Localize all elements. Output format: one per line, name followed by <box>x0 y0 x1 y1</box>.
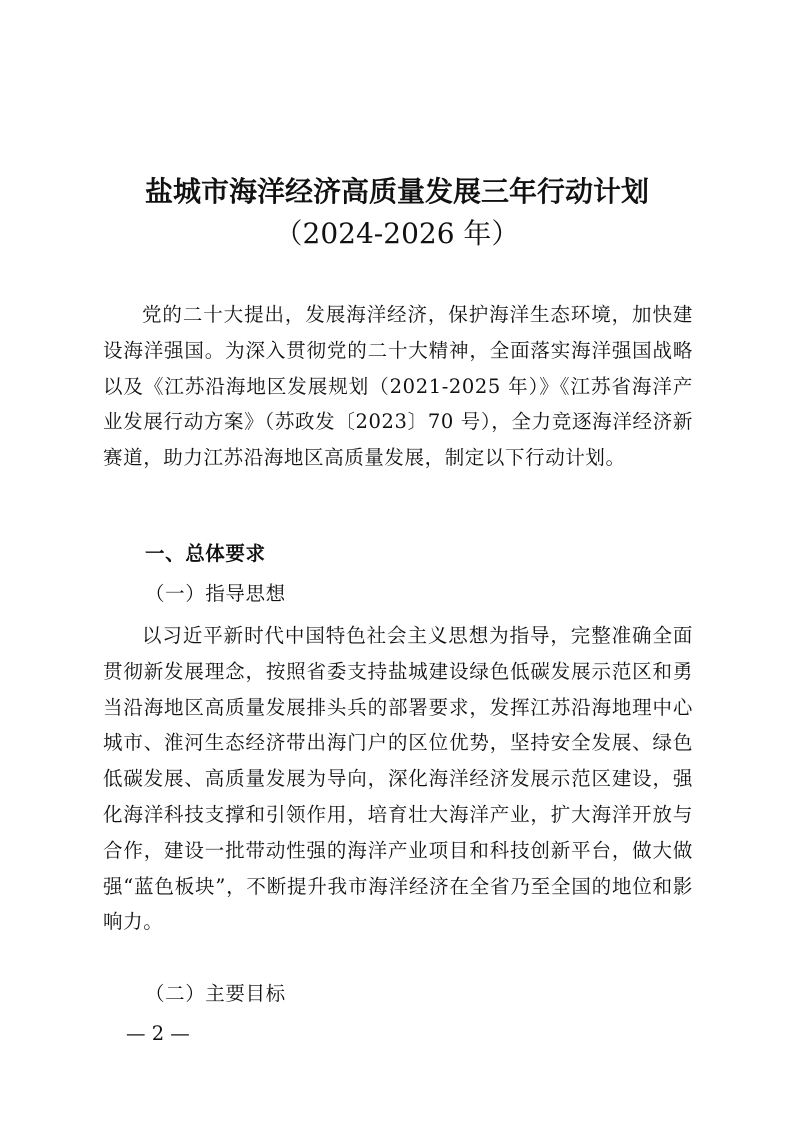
subsection-heading-guiding-ideology: （一）指导思想 <box>145 582 286 605</box>
page-number: — 2 — <box>126 1022 190 1045</box>
intro-paragraph: 党的二十大提出，发展海洋经济，保护海洋生态环境，加快建设海洋强国。为深入贯彻党的二十大精神，全面落实海洋强国战略以及《江苏沿海地区发展规划（2021-2025 年）》《江苏省海洋产业发展行动方案》（苏政发〔2023〕70 号），全力竞逐海洋经济新赛道，助力江苏沿海地区高质量发展，制定以下行动计划。 <box>103 303 693 470</box>
section-heading-general-requirements: 一、总体要求 <box>145 542 266 565</box>
guiding-ideology-paragraph: 以习近平新时代中国特色社会主义思想为指导，完整准确全面贯彻新发展理念，按照省委支持盐城建设绿色低碳发展示范区和勇当沿海地区高质量发展排头兵的部署要求，发挥江苏沿海地理中心城市、淮河生态经济带出海门户的区位优势，坚持安全发展、绿色低碳发展、高质量发展为导向，深化海洋经济发展示范区建设，强化海洋科技支撑和引领作用，培育壮大海洋产业，扩大海洋开放与合作，建设一批带动性强的海洋产业项目和科技创新平台，做大做强“蓝色板块”，不断提升我市海洋经济在全省乃至全国的地位和影响力。 <box>103 624 693 934</box>
document-subtitle: （2024-2026 年） <box>274 217 520 250</box>
document-title: 盐城市海洋经济高质量发展三年行动计划 <box>144 175 649 208</box>
subsection-heading-main-goals: （二）主要目标 <box>145 982 286 1005</box>
